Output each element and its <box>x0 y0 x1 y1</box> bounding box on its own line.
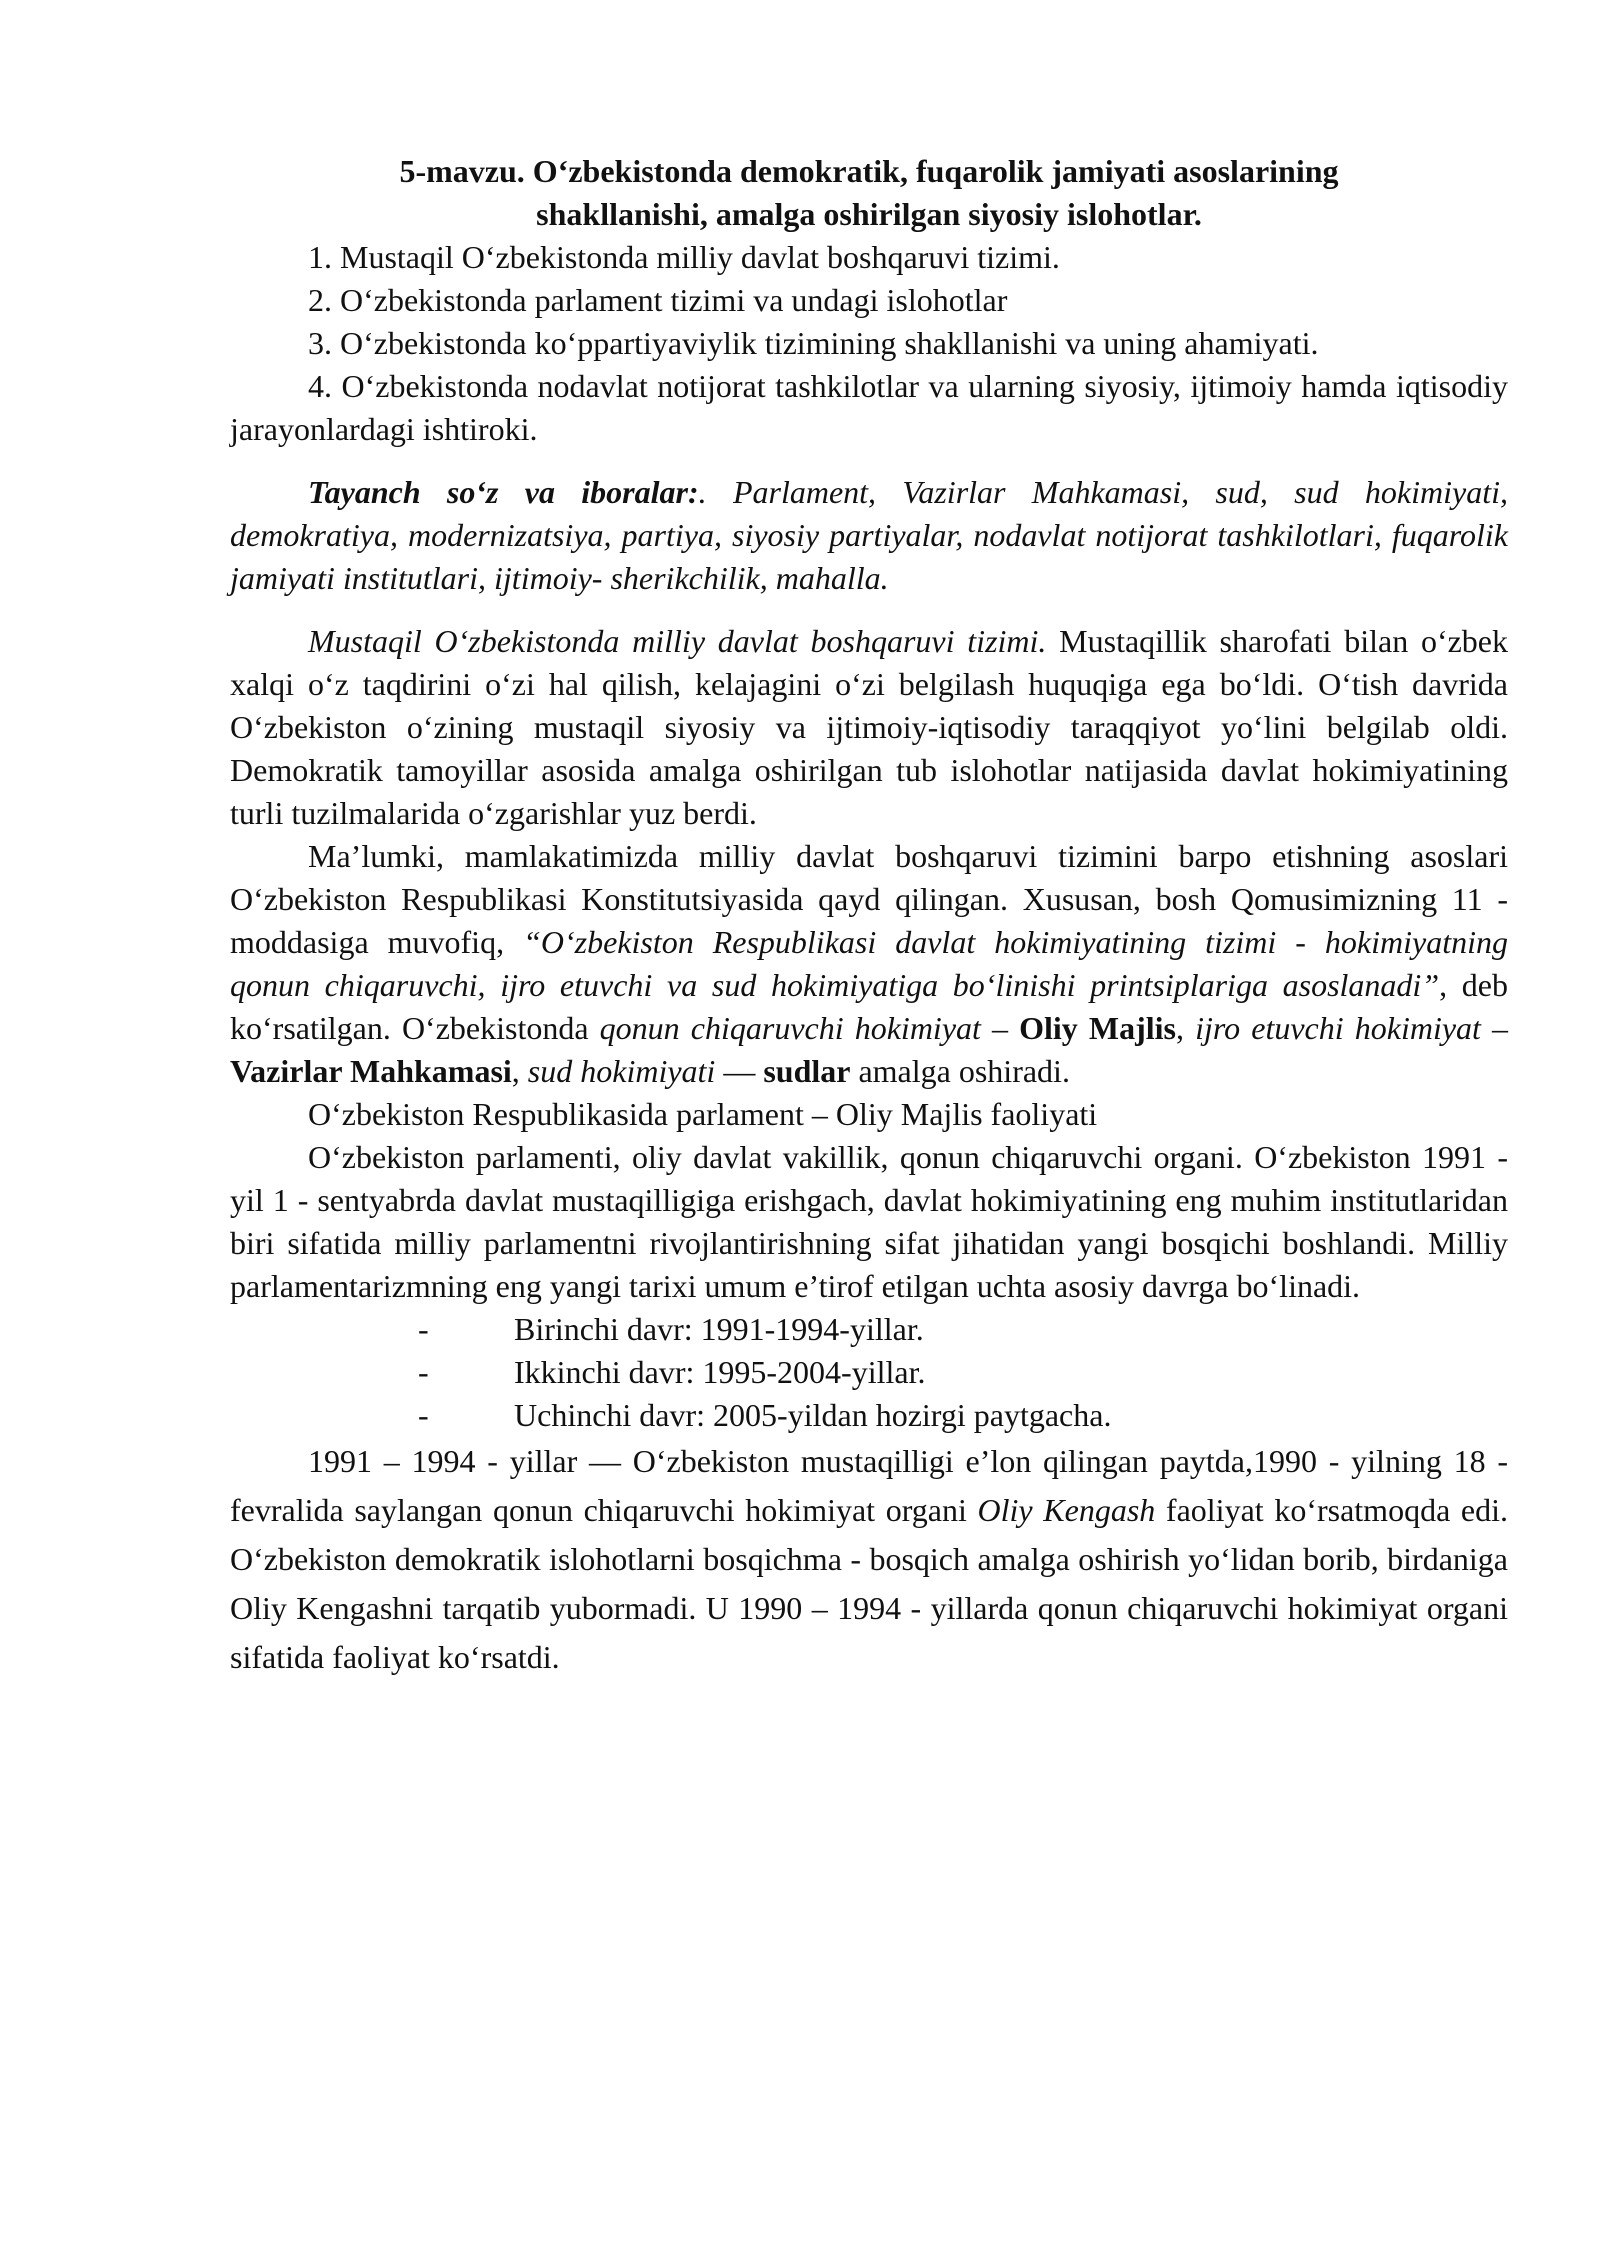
executive-branch-label: ijro etuvchi hokimiyat <box>1195 1010 1481 1046</box>
topic-title <box>230 150 1508 236</box>
period-2: Ikkinchi davr: 1995-2004-yillar. <box>514 1354 926 1390</box>
list-item <box>230 1351 1508 1394</box>
plan-item-1: 1. Mustaqil O‘zbekistonda milliy davlat boshqaruvi tizimi. <box>308 239 1060 275</box>
dash-bullet: - <box>418 1311 429 1347</box>
text-fragment: — <box>715 1053 764 1089</box>
cabinet-term: Vazirlar Mahkamasi <box>230 1053 512 1089</box>
section-state-governance <box>230 620 1508 1308</box>
text-fragment: amalga oshiradi. <box>850 1053 1070 1089</box>
list-item <box>230 1394 1508 1437</box>
topic-title-line-2: shakllanishi, amalga oshirilgan siyosiy islohotlar. <box>536 196 1202 232</box>
keywords-list: . Parlament, Vazirlar Mahkamasi, sud, sud hokimiyati, demokratiya, modernizatsiya, partiya, siyosiy partiyalar, nodavlat notijorat tashkilotlari, fuqarolik jamiyati institutlari, ijtimoiy- sherikchilik, mahalla. <box>230 474 1509 596</box>
document-content <box>230 150 1508 1682</box>
keywords-paragraph <box>230 471 1508 600</box>
topic-title-line-1: 5-mavzu. O‘zbekistonda demokratik, fuqarolik jamiyati asoslarining <box>399 153 1339 189</box>
list-item <box>230 1308 1508 1351</box>
legislative-branch-label: qonun chiqaruvchi hokimiyat – <box>599 1010 1009 1046</box>
plan-item-4: 4. O‘zbekistonda nodavlat notijorat tashkilotlar va ularning siyosiy, ijtimoiy hamda iqtisodiy jarayonlardagi ishtiroki. <box>230 368 1508 447</box>
section-1-text: Mustaqillik sharofati bilan o‘zbek xalqi o‘z taqdirini o‘zi hal qilish, kelajagini o‘zi belgilash huquqiga ega bo‘ldi. O‘tish davrida O‘zbekiston o‘zining mustaqil siyosiy va ijtimoiy-iqtisodiy taraqqiyot yo‘lini belgilab oldi. Demokratik tamoyillar asosida amalga oshirilgan tub islohotlar natijasida davlat hokimiyatining turli tuzilmalarida o‘zgarishlar yuz berdi. <box>230 623 1509 831</box>
section-1-heading: Mustaqil O‘zbekistonda milliy davlat boshqaruvi tizimi. <box>308 623 1047 659</box>
plan-item-3: 3. O‘zbekistonda ko‘ppartiyaviylik tizimining shakllanishi va uning ahamiyati. <box>308 325 1319 361</box>
section-3-text-b: faoliyat ko‘rsatmoqda edi. O‘zbekiston demokratik islohotlarni bosqichma - bosqich amalga oshirish yo‘lidan borib, birdaniga Oliy Kengashni tarqatib yubormadi. U 1990 – 1994 - yillarda qonun chiqaruvchi hokimiyat organi sifatida faoliyat ko‘rsatdi. <box>230 1492 1509 1675</box>
text-fragment: , deb ko‘rsatilgan. O‘zbekistonda <box>230 967 1509 1046</box>
oliy-majlis-term: Oliy Majlis <box>1019 1010 1176 1046</box>
constitution-quote: “O‘zbekiston Respublikasi davlat hokimiyatining tizimi - hokimiyatning qonun chiqaruvchi, ijro etuvchi va sud hokimiyatiga bo‘linishi printsiplariga asoslanadi” <box>230 924 1509 1003</box>
section-2-paragraph-1: O‘zbekiston parlamenti, oliy davlat vakillik, qonun chiqaruvchi organi. O‘zbekiston 1991 - yil 1 - sentyabrda davlat mustaqilligiga erishgach, davlat hokimiyatining eng muhim institutlaridan biri sifatida milliy parlamentni rivojlantirishning sifat jihatidan yangi bosqichi boshlandi. Milliy parlamentarizmning eng yangi tarixi umum e’tirof etilgan uchta asosiy davrga bo‘linadi. <box>230 1139 1508 1304</box>
keywords-label: Tayanch so‘z va iboralar: <box>308 474 699 510</box>
period-3: Uchinchi davr: 2005-yildan hozirgi paytgacha. <box>514 1397 1112 1433</box>
dash-bullet: - <box>418 1354 429 1390</box>
period-1: Birinchi davr: 1991-1994-yillar. <box>514 1311 924 1347</box>
text-fragment: , <box>1176 1010 1196 1046</box>
text-fragment: – <box>1480 1010 1509 1046</box>
text-fragment: , <box>511 1053 528 1089</box>
parliament-subheading: O‘zbekiston Respublikasida parlament – Oliy Majlis faoliyati <box>308 1096 1098 1132</box>
judicial-branch-label: sud hokimiyati <box>527 1053 716 1089</box>
parliament-periods-list <box>230 1308 1508 1437</box>
topic-plan <box>230 236 1508 451</box>
section-1-paragraph-2 <box>230 835 1508 1093</box>
plan-item-2: 2. O‘zbekistonda parlament tizimi va undagi islohotlar <box>308 282 1008 318</box>
oliy-kengash-term: Oliy Kengash <box>977 1492 1156 1528</box>
section-1-paragraph-1 <box>230 620 1508 835</box>
section-3-text-a: 1991 – 1994 - yillar — O‘zbekiston mustaqilligi e’lon qilingan paytda,1990 - yilning 18 - fevralida saylangan qonun chiqaruvchi hokimiyat organi <box>230 1443 1508 1528</box>
constitution-text: Ma’lumki, mamlakatimizda milliy davlat boshqaruvi tizimini barpo etishning asoslari O‘zbekiston Respublikasi Konstitutsiyasida qayd qilingan. Xususan, bosh Qomusimizning 11 - moddasiga muvofiq, <box>230 838 1508 960</box>
courts-term: sudlar <box>763 1053 851 1089</box>
section-3-paragraph <box>230 1437 1508 1682</box>
dash-bullet: - <box>418 1397 429 1433</box>
